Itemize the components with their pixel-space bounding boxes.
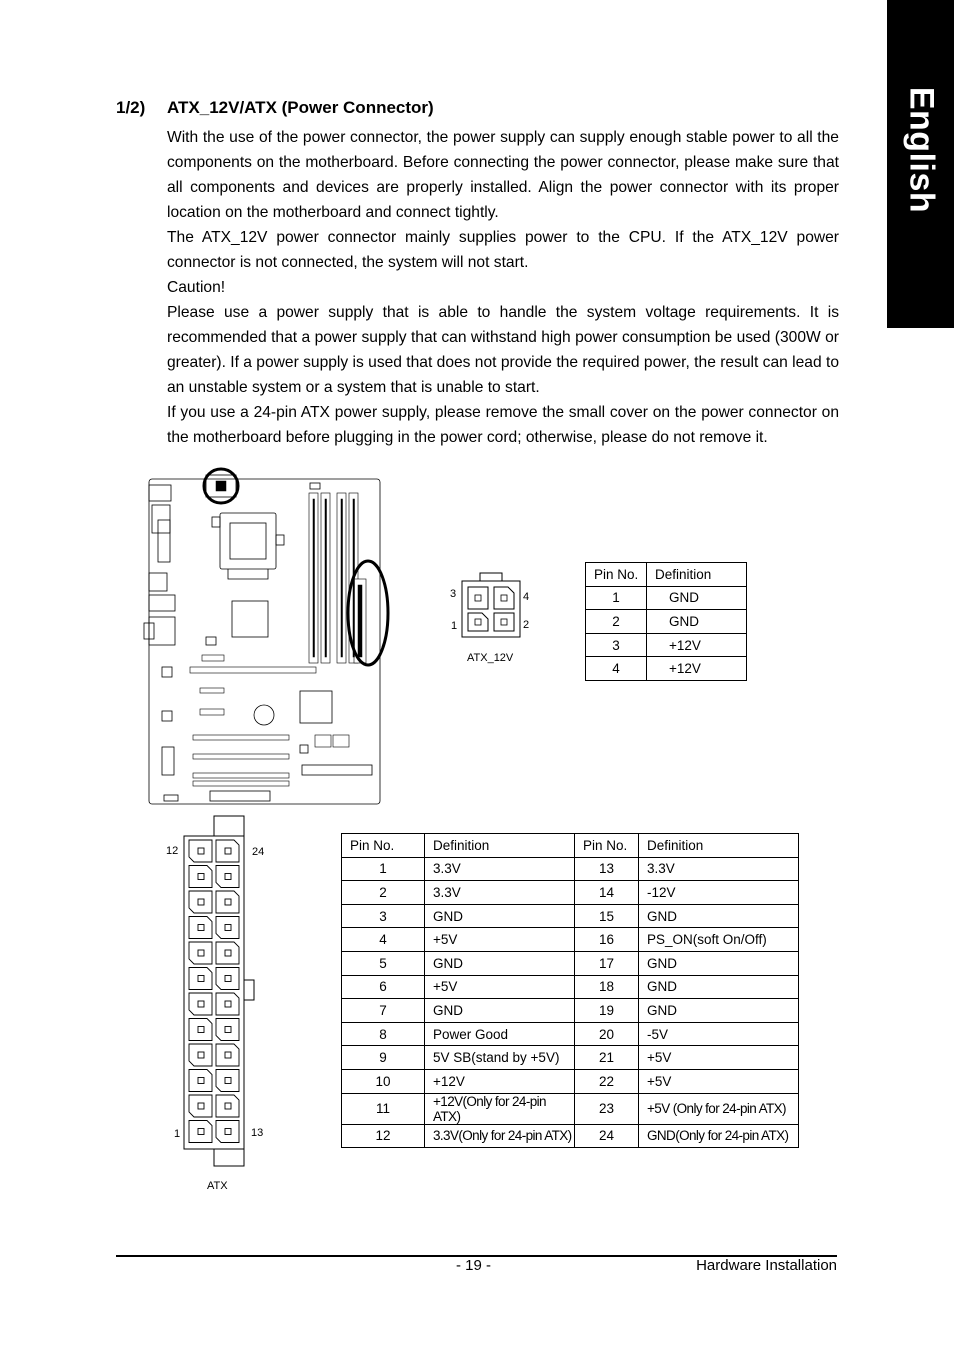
table-header-row [342, 834, 799, 858]
definition-cell: +5V [425, 928, 575, 952]
table-row [586, 586, 747, 610]
table-row [342, 1124, 799, 1148]
connector-pin-contact [225, 1027, 231, 1033]
definition-cell: +5V (Only for 24-pin ATX) [639, 1093, 799, 1124]
pin-number-cell: 19 [575, 999, 639, 1023]
connector-pin-contact [225, 950, 231, 956]
connector-pin-contact [225, 1052, 231, 1058]
atx24-pin-label-13: 13 [251, 1127, 264, 1139]
pin-number-cell: 14 [575, 881, 639, 905]
definition-cell: 3.3V [425, 857, 575, 881]
section-title: ATX_12V/ATX (Power Connector) [167, 98, 434, 117]
connector-pin-contact [198, 1052, 204, 1058]
definition-cell: GND [639, 999, 799, 1023]
definition-cell: +12V(Only for 24-pin ATX) [425, 1093, 575, 1124]
pin-number-cell: 8 [342, 1022, 425, 1046]
atx24-connector-diagram [160, 812, 280, 1197]
connector-pin-contact [225, 1078, 231, 1084]
pin-number-cell: 2 [342, 881, 425, 905]
atx12v-caption: ATX_12V [467, 652, 514, 664]
pin-number-cell: 5 [342, 951, 425, 975]
column-header: Definition [647, 563, 747, 587]
definition-cell: GND [639, 904, 799, 928]
language-tab [887, 0, 954, 328]
definition-cell: PS_ON(soft On/Off) [639, 928, 799, 952]
definition-cell: +5V [639, 1069, 799, 1093]
atx12v-pin-table [585, 562, 747, 681]
atx12v-pin-label-2: 2 [523, 619, 530, 631]
paragraph-atx12v: The ATX_12V power connector mainly supplies power to the CPU. If the ATX_12V power connector is not connected, the system will not start. [167, 229, 839, 271]
table-row [586, 657, 747, 681]
table-row [342, 1093, 799, 1124]
connector-pin-contact [198, 1027, 204, 1033]
definition-cell: -12V [639, 881, 799, 905]
connector-pin-contact [225, 1001, 231, 1007]
atx24-caption: ATX [207, 1180, 228, 1192]
atx24-pin-label-1: 1 [174, 1128, 181, 1140]
table-row [342, 975, 799, 999]
definition-cell: +5V [639, 1046, 799, 1070]
language-tab-label: English [902, 86, 940, 214]
connector-pin-contact [198, 976, 204, 982]
atx24-pin-label-12: 12 [166, 845, 179, 857]
footer-section-name: Hardware Installation [696, 1257, 837, 1274]
paragraph-caution: Caution! [167, 279, 226, 296]
definition-cell: +12V [647, 657, 747, 681]
connector-pin-contact [225, 976, 231, 982]
table-row [342, 928, 799, 952]
connector-pin-contact [225, 1103, 231, 1109]
connector-pin-contact [198, 874, 204, 880]
pin-number-cell: 18 [575, 975, 639, 999]
connector-pin-contact [198, 899, 204, 905]
atx24-pin-label-24: 24 [252, 846, 265, 858]
connector-pin-contact [198, 950, 204, 956]
definition-cell: -5V [639, 1022, 799, 1046]
definition-cell: GND [425, 999, 575, 1023]
pin-number-cell: 16 [575, 928, 639, 952]
pin-number-cell: 2 [586, 610, 647, 634]
table-row [342, 904, 799, 928]
page-number: - 19 - [456, 1257, 492, 1274]
pin-number-cell: 4 [342, 928, 425, 952]
table-row [342, 1022, 799, 1046]
table-row [342, 1046, 799, 1070]
atx12v-pin-label-1: 1 [451, 620, 458, 632]
table-row [342, 881, 799, 905]
pin-number-cell: 22 [575, 1069, 639, 1093]
pin-number-cell: 15 [575, 904, 639, 928]
definition-cell: 3.3V [639, 857, 799, 881]
atx12v-pin-label-4: 4 [523, 591, 530, 603]
column-header: Pin No. [575, 834, 639, 858]
connector-pin-contact [198, 848, 204, 854]
motherboard-drawing [140, 455, 390, 810]
pin-number-cell: 10 [342, 1069, 425, 1093]
pin-number-cell: 20 [575, 1022, 639, 1046]
table-row [342, 1069, 799, 1093]
pin-number-cell: 9 [342, 1046, 425, 1070]
definition-cell: Power Good [425, 1022, 575, 1046]
pin-number-cell: 3 [586, 633, 647, 657]
definition-cell: GND(Only for 24-pin ATX) [639, 1124, 799, 1148]
connector-pin-contact [198, 1001, 204, 1007]
column-header: Pin No. [586, 563, 647, 587]
column-header: Definition [425, 834, 575, 858]
pin-number-cell: 12 [342, 1124, 425, 1148]
column-header: Definition [639, 834, 799, 858]
connector-pin-contact [198, 1078, 204, 1084]
definition-cell: 3.3V(Only for 24-pin ATX) [425, 1124, 575, 1148]
paragraph-intro: With the use of the power connector, the power supply can supply enough stable power to all the components on the motherboard. Before connecting the power connector, please make sure that all components and devices are properly installed. Align the power connector with its proper location on the motherboard and connect tightly. [167, 129, 839, 221]
pin-number-cell: 11 [342, 1093, 425, 1124]
definition-cell: GND [647, 610, 747, 634]
table-row [342, 857, 799, 881]
definition-cell: +12V [647, 633, 747, 657]
definition-cell: GND [425, 951, 575, 975]
pin-number-cell: 17 [575, 951, 639, 975]
connector-pin-contact [198, 925, 204, 931]
connector-pin-contact [198, 1129, 204, 1135]
connector-pin-contact [225, 925, 231, 931]
body-text [167, 125, 839, 450]
motherboard-diagram [140, 455, 390, 810]
connector-pin-contact [225, 848, 231, 854]
connector-pin-contact [225, 1129, 231, 1135]
pin-number-cell: 23 [575, 1093, 639, 1124]
pin-number-cell: 1 [342, 857, 425, 881]
pin-number-cell: 4 [586, 657, 647, 681]
pin-number-cell: 13 [575, 857, 639, 881]
definition-cell: GND [639, 951, 799, 975]
atx12v-connector-diagram [440, 565, 550, 670]
atx12v-pin-label-3: 3 [450, 588, 457, 600]
pin-number-cell: 3 [342, 904, 425, 928]
table-row [586, 610, 747, 634]
definition-cell: GND [647, 586, 747, 610]
column-header: Pin No. [342, 834, 425, 858]
table-header-row [586, 563, 747, 587]
table-row [342, 951, 799, 975]
connector-pin-contact [225, 874, 231, 880]
definition-cell: +12V [425, 1069, 575, 1093]
pin-number-cell: 21 [575, 1046, 639, 1070]
pin-number-cell: 7 [342, 999, 425, 1023]
pin-number-cell: 1 [586, 586, 647, 610]
table-row [342, 999, 799, 1023]
paragraph-24pin: If you use a 24-pin ATX power supply, please remove the small cover on the power connector on the motherboard before plugging in the power cord; otherwise, please do not remove it. [167, 404, 839, 446]
section-number: 1/2) [116, 98, 146, 117]
paragraph-power-supply: Please use a power supply that is able to handle the system voltage requirements. It is recommended that a power supply that can withstand high power consumption be used (300W or greater). If a power supply is used that does not provide the required power, the result can lead to an unstable system or a system that is unable to start. [167, 304, 839, 396]
atx24-pin-table [341, 833, 799, 1148]
pin-number-cell: 24 [575, 1124, 639, 1148]
definition-cell: GND [425, 904, 575, 928]
table-row [586, 633, 747, 657]
definition-cell: 3.3V [425, 881, 575, 905]
pin-number-cell: 6 [342, 975, 425, 999]
connector-pin-contact [198, 1103, 204, 1109]
connector-pin-contact [225, 899, 231, 905]
definition-cell: 5V SB(stand by +5V) [425, 1046, 575, 1070]
definition-cell: +5V [425, 975, 575, 999]
definition-cell: GND [639, 975, 799, 999]
